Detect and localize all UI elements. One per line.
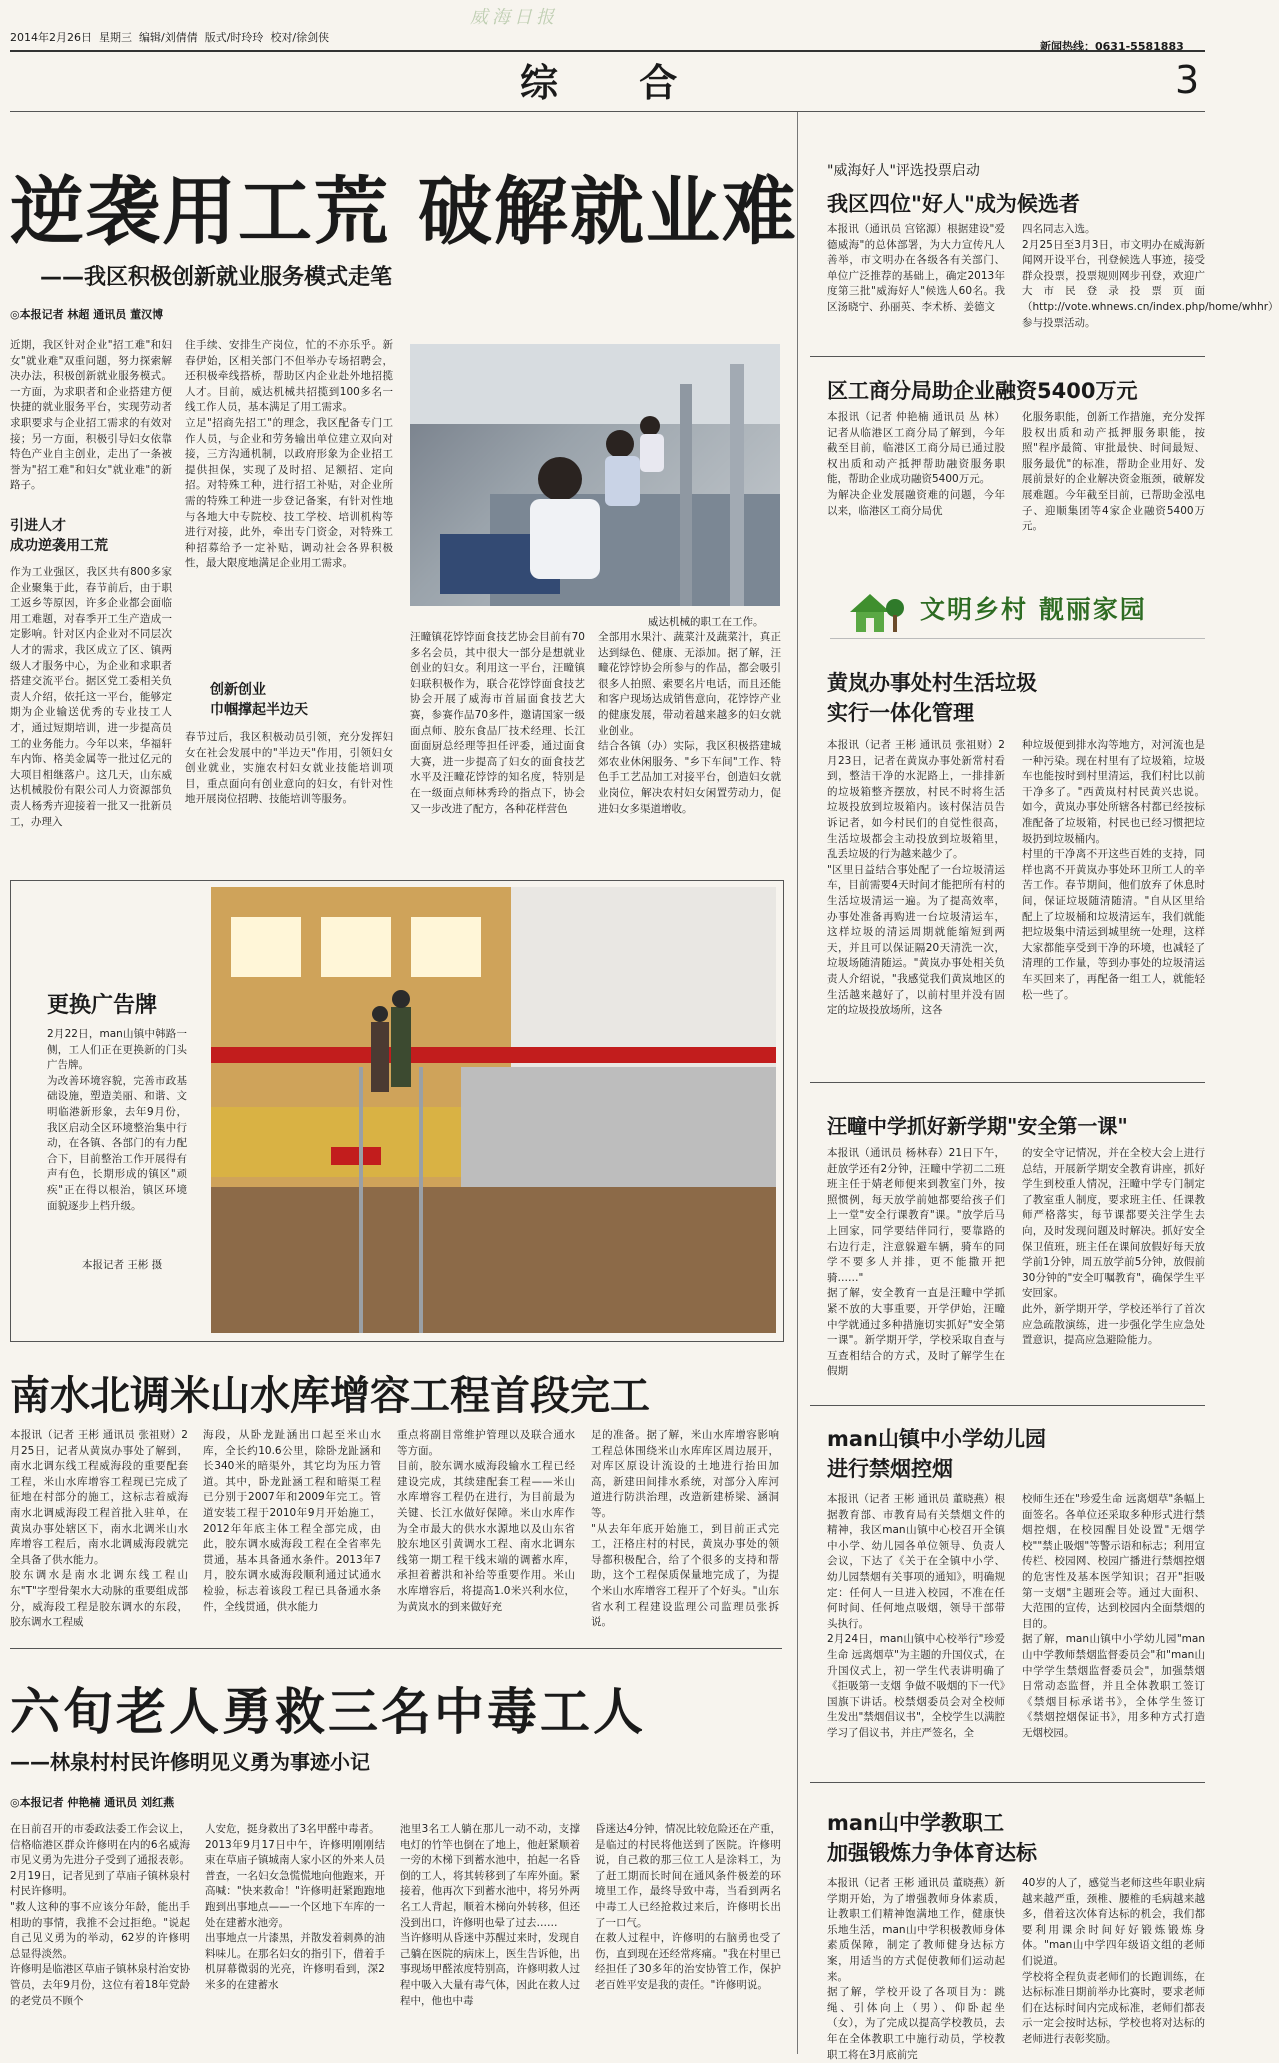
training-col-2: 40岁的人了，感觉当老师这些年职业病越来越严重，颈椎、腰椎的毛病越来越多，借着这次体育达标的机会，我们都要利用课余时间好好锻炼锻炼身体。"man山中学四年级语文组的老师们说道。 学校将全程负责老师们的长跑训练，在达标标准日期前举办比赛时，要求老师们在达标时间内完成标准，老师们都表示一定会按时达标，学校也将对达标的老师进行表彰奖励。 (1022, 1877, 1205, 2045)
billboard-text: 2月22日，man山镇中韩路一侧，工人们正在更换新的门头广告牌。 为改善环境容貌，完善市政基础设施，塑造美丽、和谐、文明临港新形象，去年9月份，我区启动全区环境整治集中行动，在各镇、各部门的有力配合下，目前整治工作开展得有声有色，长期形成的镇区"顽疾"正在得以根治，镇区环境面貌逐步上档升级。 (47, 1028, 187, 1212)
reservoir-bottom-rule (10, 1648, 782, 1649)
lead-subheadline: ——我区积极创新就业服务模式走笔 (40, 265, 393, 290)
factory-photo-art (410, 344, 780, 606)
finance-col-1: 本报讯（记者 仲艳楠 通讯员 丛 林）记者从临港区工商分局了解到，今年截至目前，临港区工商分局已通过股权出质和动产抵押帮助融资服务职能，帮助企业成功融资5400万元。 为解决企业发展融资难的问题，今年以来，临港区工商分局优 (827, 411, 1005, 517)
safety-rule (810, 1405, 1205, 1406)
smoking-rule (810, 1782, 1205, 1783)
masthead-bottom-rule (10, 111, 1205, 112)
issue-weekday: 星期三 (99, 31, 132, 44)
garbage-rule (810, 1082, 1205, 1083)
training-col-1: 本报讯（记者 王彬 通讯员 董晓燕）新学期开始，为了增强教师身体素质，让教职工们精神饱满地工作，健康快乐地生活，man山中学积极教师身体素质保障，制定了教师健身达标方案，用适当的方式促使教师们运动起来。 据了解，学校开设了各项目为：跳绳、引体向上（男）、仰卧起坐（女），为了完成以提高学校教员，去年在全体教职工中施行动员，学校教职工将在3月底前完 (827, 1877, 1006, 2061)
billboard-photo (211, 887, 776, 1333)
hotline: 新闻热线：0631-5581883 (1040, 40, 1184, 53)
masthead-meta (10, 31, 329, 45)
house-tree-icon (845, 582, 905, 636)
editor-credit: 编辑/刘倩倩 (139, 31, 198, 44)
section-name: 综 合 (520, 61, 712, 105)
lead-headline: 逆袭用工荒 破解就业难 (10, 169, 798, 255)
lead-subhead-1: 引进人才 成功逆袭用工荒 (10, 518, 108, 554)
good-people-col-2: 四名同志入选。 2月25日至3月3日，市文明办在威海新闻网开设平台，刊登候选人事迹，接受群众投票，投票规则网步刊登，欢迎广大市民登录投票页面（http://vote.whnews.cn/index.php/home/whhr）参与投票活动。 (1022, 223, 1279, 329)
hero-col-1: 在日前召开的市委政法委工作会议上，信格临港区群众许修明在内的6名威海市见义勇为先进分子受到了通报表彰。2月19日，记者见到了草庙子镇林泉村村民许修明。 "救人这种的事不应该分年龄，能出手相助的事情，我推不会过拒绝。"说起自己见义勇为的举动，62岁的许修明总显得淡然。 许修明是临港区草庙子镇林泉村治安协管员，去年9月份，这位有着18年党龄的老党员不顾个 (10, 1823, 190, 2007)
safety-headline: 汪疃中学抓好新学期"安全第一课" (827, 1114, 1128, 1138)
training-headline: man山中学教职工 加强锻炼力争体育达标 (827, 1811, 1037, 1865)
reservoir-headline: 南水北调米山水库增容工程首段完工 (10, 1372, 650, 1419)
page-number: 3 (1175, 58, 1200, 102)
smoking-headline: man山镇中小学幼儿园 进行禁烟控烟 (827, 1427, 1047, 1481)
good-people-col-1: 本报讯（通讯员 宫铭源）根据建设"爱德威海"的总体部署，为大力宣传凡人善举，市文明办在各级各有关部门、单位广泛推荐的基础上，确定2013年度第三批"威海好人"候选人60名。我区汤晓宁、孙丽英、李术桥、姜德文 (827, 223, 1005, 313)
factory-photo (410, 344, 780, 606)
finance-headline: 区工商分局助企业融资5400万元 (827, 379, 1138, 403)
paper-logo: 威海日报 (470, 7, 558, 28)
village-banner (830, 578, 1205, 639)
billboard-title: 更换广告牌 (47, 992, 158, 1018)
lead-col-1-cont: 作为工业强区，我区共有800多家企业聚集于此，春节前后，由于职工返乡等原因，许多企业都会面临用工难题，对春季开工生产造成一定影响。针对区内企业对不同层次人才的需求，我区成立了区、镇两级人才服务中心，为企业和求职者搭建交流平台。据区党工委相关负责人介绍，依托这一平台，能够定期为企业输送优秀的专业技工人才，通过短期培训，进一步提高员工的业务能力。今年以来，华福轩车内饰、格美金属等一批过亿元的大项目相继落户。这几天，山东威达机械股份有限公司人力资源部负责人杨秀卉迎接着一批又一批新员工，办理入 (10, 566, 172, 828)
hero-headline: 六旬老人勇救三名中毒工人 (10, 1682, 646, 1741)
good-people-kicker: "威海好人"评选投票启动 (827, 163, 980, 179)
reservoir-col-4: 足的准备。据了解，米山水库增容影响工程总体围绕米山水库库区周边展开，对库区原设计流设的土地进行抬田加高，新建田间排水系统，对部分入库河道进行防洪治理，改造新建桥梁、涵洞等。 "从去年年底开始施工，到目前正式完工，汪格庄村的村民，黄岚办事处的领导都积极配合，给了个很多的支持和帮助，这个工程保质保量地完成了，为提个米山水库增容工程开了个好头。"山东省水利工程建设监理公司监理员张拆说。 (591, 1429, 779, 1629)
garbage-col-1: 本报讯（记者 王彬 通讯员 张祖财）2月23日，记者在黄岚办事处新常村看到，整洁干净的水泥路上，一排排新的垃圾箱整齐摆放，村民不时将生活垃圾投放到垃圾箱内。该村保洁员告诉记者，如今村民们的自觉性很高，生活垃圾都会主动投放到垃圾箱里，乱丢垃圾的行为越来越少了。 "区里日益结合事处配了一台垃圾清运车，目前需要4天时间才能把所有村的生活垃圾清运一遍。为了提高效率，办事处准备再购进一台垃圾清运车，这样垃圾的清运周期就能缩短到两天，并且可以保证隔20天清洗一次，垃圾场随清随运。"黄岚办事处相关负责人介绍说，"我感觉我们黄岚地区的生活越来越好了，以前村里并没有固定的垃圾投放场所，这各 (827, 739, 1005, 1017)
lead-col-4: 全部用水果汁、蔬菜汁及蔬菜汁，真正达到绿色、健康、无添加。据了解，汪疃花饽饽协会所参与的作品，都会吸引很多人拍照、索要名片电话，而且还能和客户现场达成销售意向，花饽饽产业的健康发展，带动着越来越多的妇女就业创业。 结合各镇（办）实际，我区积极搭建城郊农业休闲服务、"乡下车间"工作、特色手工艺品加工对接平台，创造妇女就业岗位，解决农村妇女闲置劳动力，促进妇女多渠道增收。 (598, 631, 781, 815)
reservoir-col-1: 本报讯（记者 王彬 通讯员 张祖财）2月25日，记者从黄岚办事处了解到，南水北调东线工程威海段的重要配套工程，米山水库增容工程现已完成了征地在村部分的施工，这标志着威海南水北调威海段工程首批入驻单，在黄岚办事处辖区下，南水北调米山水库增容工程后，南水北调威海段就完全具备了供水能力。 胶东调水是南水北调东线工程山东"T"字型骨架水大动脉的重要组成部分，威海段工程是胶东调水的东段，胶东调水工程威 (10, 1429, 188, 1629)
reservoir-col-3: 重点将副目常维护管理以及联合通水等方面。 目前，胶东调水威海段输水工程已经建设完成，其续建配套工程——米山水库增容工程仍在进行，为目前最为关键、长江水做好保障。米山水库作为全市最大的供水水源地以及山东省胶东地区引黄调水工程、南水北调东线第一期工程干线末端的调蓄水库，承担着蓄洪和补给等重要作用。米山水库增容后，将提高1.0米兴利水位，为黄岚水的到来做好充 (397, 1429, 575, 1613)
designer-credit: 版式/时玲玲 (204, 31, 264, 44)
issue-date: 2014年2月26日 (10, 31, 92, 44)
safety-col-1: 本报讯（通讯员 杨林春）21日下午，赶放学还有2分钟，汪疃中学初二二班班主任于婧老师便来到教室门外，按照惯例，每天放学前她都要给孩子们上一堂"安全行课教育"课。"放学后马上回家，同学要结伴同行，要靠路的右边行走，注意躲避车辆，骑车的同学不要多人并排，更不能撒开把骑……" 据了解，安全教育一直是汪疃中学抓紧不放的大事重要，开学伊始，汪疃中学就通过多种措施切实抓好"安全第一课"。新学期开学，学校采取自查与互查相结合的方式，及时了解学生在假期 (827, 1147, 1005, 1378)
safety-col-2: 的安全守记情况，并在全校大会上进行总结，开展新学期安全教育讲座，抓好学生到校重人情况，汪疃中学专门制定了教室重人制度，要求班主任、任课教师严格落实，每节课都要关注学生去向，及时发现问题及时解决。抓好安全保卫值班，班主任在课间放假好每天放学前1分钟，周五放学前5分钟，放假前30分钟的"安全叮嘱教育"，确保学生平安回家。 此外，新学期开学，学校还举行了首次应急疏散演练，进一步强化学生应急处置意识，提高应急避险能力。 (1022, 1147, 1205, 1347)
finance-col-2: 化服务职能，创新工作措施，充分发挥股权出质和动产抵押服务职能，按照"程序最简、审批最快、时间最短、服务最优"的标准，帮助企业用好、发展前景好的企业解决资金瓶颈，破解发展难题。今年截至目前，已帮助金泓电子、迎顺集团等4家企业融资5400万元。 (1022, 411, 1205, 533)
lead-col-2-cont: 春节过后，我区积极动员引领，充分发挥妇女在社会发展中的"半边天"作用，引领妇女创业就业，实施农村妇女就业技能培训项目，重点面向有创业意向的妇女，有针对性地开展岗位招聘、技能培训等服务。 (185, 731, 393, 806)
reservoir-col-2: 海段，从卧龙趾涵出口起至米山水库，全长约10.6公里，除卧龙趾涵和长340米的暗渠外，其它均为压力管道。其中，卧龙趾涵工程和暗渠工程已分别于2007年和2009年完工。管道安装工程于2010年9月开始施工，2012年年底主体工程全部完成，由此，胶东调水威海段工程在全省率先贯通，基本具备通水条件。2013年7月，胶东调水威海段顺利通过试通水检验，标志着该段工程已具备通水条件，全线贯通，供水能力 (203, 1429, 381, 1613)
billboard-photo-art (211, 887, 776, 1333)
smoking-col-2: 校师生还在"珍爱生命 远离烟草"条幅上面签名。各单位还采取多种形式进行禁烟控烟，在校园醒目处设置"无烟学校""禁止吸烟"等警示语和标志；利用宣传栏、校园网、校园广播进行禁烟控烟的危害性及基本医学知识；召开"拒吸第一支烟"主题班会等。通过大面积、大范围的宣传，达到校园内全面禁烟的目的。 据了解，man山镇中小学幼儿园"man山中学教师禁烟监督委员会"和"man山中学学生禁烟监督委员会"，加强禁烟日常动态监督，并且全体教职工签订《禁烟目标承诺书》，全体学生签订《禁烟控烟保证书》，用多种方式打造无烟校园。 (1022, 1493, 1205, 1739)
factory-photo-caption: 威达机械的职工在工作。 (648, 616, 764, 628)
lead-col-2: 住手续、安排生产岗位，忙的不亦乐乎。新春伊始，区相关部门不但举办专场招聘会，还积极牵线搭桥，帮助区内企业赴外地招揽人才。目前，威达机械共招揽到100多名一线工作人员，基本满足了用工需求。 立足"招商先招工"的理念，我区配备专门工作人员，与企业和劳务输出单位建立双向对接，三方沟通机制，以政府形象为企业招工提供担保，实现了及时招、足额招、定向招。对特殊工种，进行招工补贴，对企业所需的特殊工种进一步登记备案，有针对性地与各地大中专院校、技工学校、培训机构等进行对接，此外，牵出专门资金，对特殊工种招募给予一定补贴，调动社会各界积极性，最大限度地满足企业用工需求。 (185, 339, 393, 570)
smoking-col-1: 本报讯（记者 王彬 通讯员 董晓燕）根据教育部、市教育局有关禁烟文件的精神，我区man山镇中心校召开全镇中小学、幼儿园各单位领导、负责人会议，下达了《关于在全镇中小学、幼儿园禁烟有关事项的通知》，明确规定：任何人一旦进入校园，不准在任何时间、任何地点吸烟，领导干部带头执行。 2月24日，man山镇中心校举行"珍爱生命 远离烟草"为主题的升国仪式，在升国仪式上，初一学生代表讲明确了《拒吸第一支烟 争做不吸烟的下一代》国旗下讲话。校禁烟委员会对全校师生发出"禁烟倡议书"，全校学生以满腔学习了倡议书，并庄严签名，全 (827, 1493, 1006, 1739)
right-column-divider (797, 112, 798, 2054)
hero-byline: ◎本报记者 仲艳楠 通讯员 刘红燕 (10, 1796, 175, 1809)
good-people-rule (810, 356, 1205, 357)
village-banner-text: 文明乡村 靓丽家园 (920, 595, 1147, 624)
hero-subheadline: ——林泉村村民许修明见义勇为事迹小记 (10, 1750, 370, 1774)
garbage-headline: 黄岚办事处村生活垃圾 实行一体化管理 (827, 671, 1037, 725)
lead-col-3: 汪疃镇花饽饽面食技艺协会目前有70多名会员，其中很大一部分是想就业创业的妇女。利用这一平台，汪疃镇妇联积极作为，联合花饽饽面食技艺协会开展了威海市首届面食技艺大赛，参赛作品70多件，邀请国家一级面点师、胶东食品厂技术经理、长江面面厨总经理等担任评委，通过面食大赛，进一步提高了妇女的面食技艺水平及汪疃花饽饽的知名度，特别是在一级面点师林秀玲的指点下，协会又一步改进了配方，各种花样营色 (410, 631, 585, 815)
lead-byline: ◎本报记者 林超 通讯员 董汉博 (10, 308, 164, 321)
hero-col-3: 池里3名工人躺在那儿一动不动，支撑电灯的竹竿也倒在了地上，他赶紧顺着一旁的木梯下到蓄水池中，拍起一名昏倒的工人，将其转移到了车库外面。紧接着，他再次下到蓄水池中，将另外两名工人背起，顺着木梯向外转移，但还没到出口，许修明也晕了过去…… 当许修明从昏迷中苏醒过来时，发现自己躺在医院的病床上，医生告诉他，出事现场甲醛浓度特别高，许修明救人过程中吸入大量有毒气体，因此在救人过程中，他也中毒 (400, 1823, 580, 2007)
lead-col-1: 近期，我区针对企业"招工难"和妇女"就业难"双重问题，努力探索解决办法，积极创新就业服务模式。一方面，为求职者和企业搭建方便快捷的就业服务平台，实现劳动者求职要求与企业招工需求的有效对接；另一方面，积极引导妇女依靠特色产业自主创业，走出了一条被誉为"招工难"和妇女"就业难"的新路子。 (10, 339, 172, 492)
hero-col-4: 昏迷达4分钟，情况比较危险还在产重，是临过的村民将他送到了医院。许修明说，自己救的那三位工人是涂料工，为了赶工期而长时间在通风条件极差的环境里工作，最终导致中毒，当看到两名中毒工人已经抢救过来后，许修明长出了一口气。 在救人过程中，许修明的右脑勇也受了伤，直到现在还经常疼痛。"我在村里已经担任了30多年的治安协管工作，保护老百姓平安是我的责任。"许修明说。 (595, 1823, 781, 1991)
proofreader-credit: 校对/徐剑侠 (270, 31, 330, 44)
lead-subhead-2: 创新创业 巾帼撑起半边天 (210, 682, 308, 718)
masthead-rule (10, 50, 1205, 52)
good-people-headline: 我区四位"好人"成为候选者 (827, 192, 1080, 216)
garbage-col-2: 种垃圾便到排水沟等地方，对河流也是一种污染。现在村里有了垃圾箱，垃圾车也能按时到村里清运，我们村比以前干净多了。"西黄岚村村民黄兴忠说。如今，黄岚办事处所辖各村都已经按标准配备了垃圾箱，村民也已经习惯把垃圾扔到垃圾桶内。 村里的干净离不开这些百姓的支持，同样也离不开黄岚办事处环卫所工人的辛苦工作。春节期间，他们放弃了休息时间，保证垃圾随清随清。"自从区里给配上了垃圾桶和垃圾清运车，我们就能把垃圾集中清运到城里统一处理，这样大家都能享受到干净的环境，也减轻了清理的工作量，等到办事处的垃圾清运车买回来了，再配备一组工人，就能轻松一些了。 (1022, 739, 1205, 1001)
billboard-credit: 本报记者 王彬 摄 (82, 1259, 163, 1271)
hero-col-2: 人安危，挺身救出了3名甲醛中毒者。 2013年9月17日中午，许修明刚刚结束在草庙子镇城南人家小区的外来人员普查，一名妇女急慌慌地向他跑来，开高喊："快来救命！"许修明赶紧跑跑地跑到出事地点——一个区地下车库的一处在建蓄水池旁。 出事地点一片漆黑，并散发着刺鼻的油料味儿。在那名妇女的指引下，借着手机屏幕微弱的光亮，许修明看到，深2米多的在建蓄水 (205, 1823, 385, 1991)
